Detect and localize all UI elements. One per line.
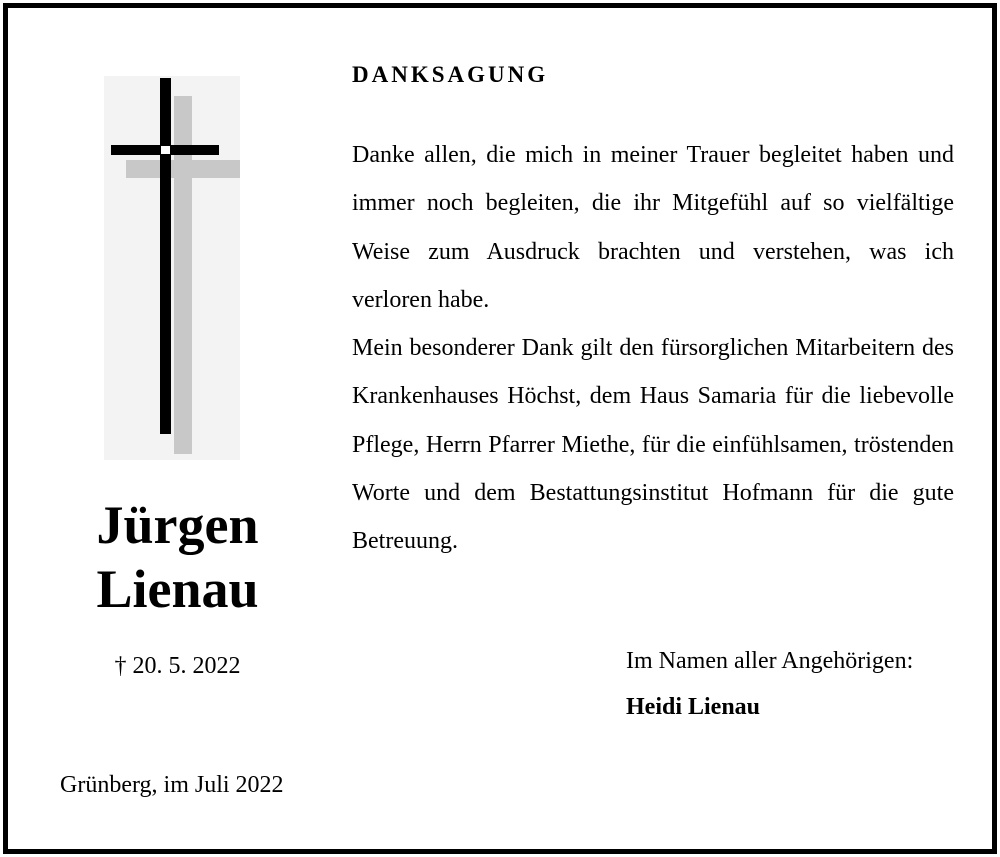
cross-icon bbox=[104, 76, 240, 460]
deceased-name bbox=[40, 493, 315, 621]
signatory-name: Heidi Lienau bbox=[626, 694, 761, 720]
deceased-last-name: Lienau bbox=[96, 559, 259, 619]
cross-shadow-horizontal bbox=[126, 160, 240, 178]
body-paragraph: Danke allen, die mich in meiner Trauer begleitet haben und immer noch begleiten, die ihr Mitgefühl auf so vielfältige Weise zum Ausdruck brachten und verstehen, was ich verloren habe. bbox=[352, 142, 954, 313]
body-paragraph: Mein besonderer Dank gilt den fürsorglichen Mitarbeitern des Krankenhauses Höchst, dem Haus Samaria für die liebevolle Pflege, Herrn Pfarrer Miethe, für die einfühlsamen, tröstenden Worte und dem Bestattungsinstitut Hofmann für die gute Betreuung. bbox=[352, 335, 954, 555]
cross-vertical-beam bbox=[160, 78, 171, 434]
cross-center-highlight bbox=[161, 146, 170, 154]
deceased-first-name: Jürgen bbox=[96, 495, 259, 555]
notice-body bbox=[352, 131, 954, 566]
sign-off-line: Im Namen aller Angehörigen: bbox=[626, 648, 914, 674]
death-date: † 20. 5. 2022 bbox=[114, 653, 241, 679]
place-date: Grünberg, im Juli 2022 bbox=[60, 772, 284, 798]
notice-heading: DANKSAGUNG bbox=[352, 62, 549, 87]
